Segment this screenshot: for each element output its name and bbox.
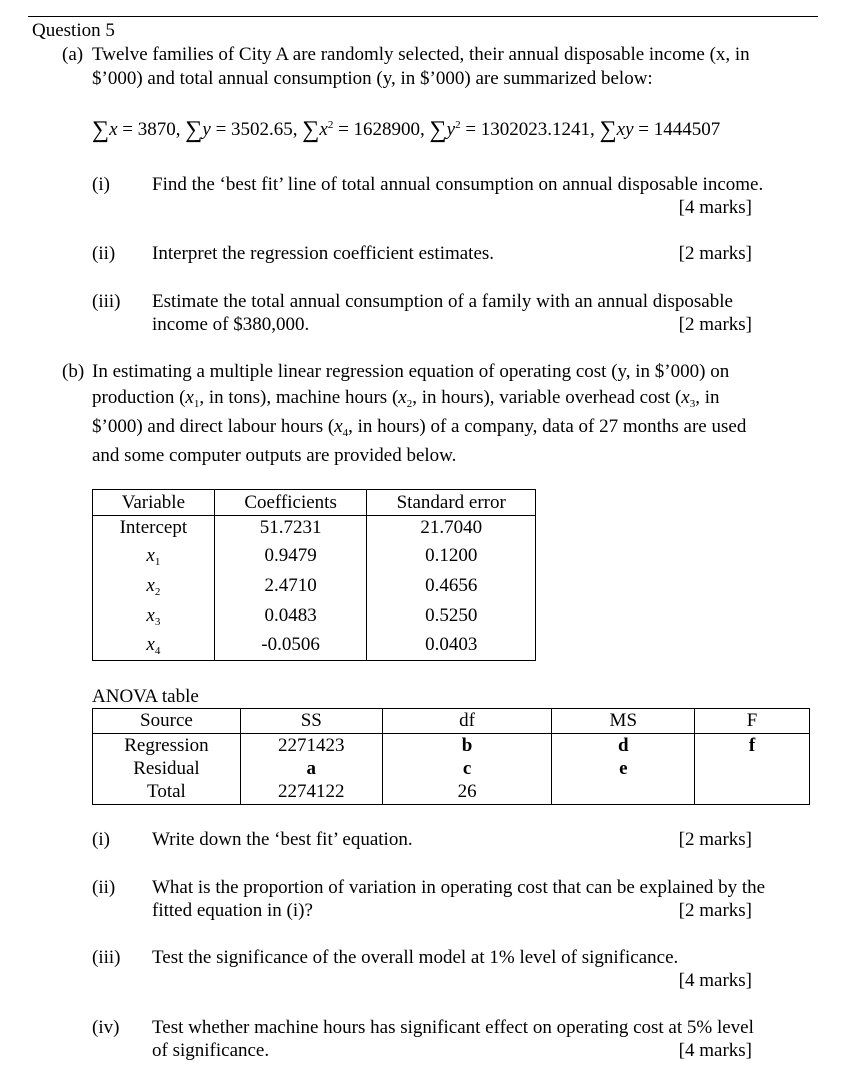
- se-cell: 21.7040: [367, 516, 536, 541]
- table-header-row: [93, 709, 810, 734]
- coef-cell: 2.4710: [214, 571, 367, 601]
- a-item-text: Interpret the regression coefficient estimates.: [152, 243, 495, 264]
- sum-x-value: = 3870,: [122, 119, 181, 140]
- part-b-intro-line3: $’000) and direct labour hours ($x_4$, in hours) of a company, data of 27 months are used: [92, 416, 747, 439]
- table-row: [93, 516, 536, 541]
- ss-cell: a: [240, 757, 382, 780]
- b-item-marks: [4 marks]: [678, 970, 752, 991]
- sigma-symbol: ∑: [302, 117, 320, 143]
- source-cell: Regression: [93, 734, 241, 758]
- part-b-intro-line1: In estimating a multiple linear regression equation of operating cost (y, in $’000) on: [92, 361, 730, 382]
- header-ms: MS: [552, 709, 695, 734]
- sum-xy-value: = 1444507: [638, 119, 721, 140]
- source-cell: Total: [93, 780, 241, 805]
- table-row: [93, 571, 536, 601]
- part-a-intro-line2: $’000) and total annual consumption (y, in $’000) are summarized below:: [92, 68, 653, 89]
- f-cell: f: [695, 734, 810, 758]
- b-item-text: Write down the ‘best fit’ equation.: [152, 829, 413, 850]
- a-item-text: Estimate the total annual consumption of a family with an annual disposable: [152, 291, 733, 312]
- b-item-text: Test whether machine hours has significant effect on operating cost at 5% level: [152, 1017, 754, 1038]
- source-cell: Residual: [93, 757, 241, 780]
- a-item-num: (iii): [92, 291, 121, 312]
- ms-cell: d: [552, 734, 695, 758]
- sigma-symbol: ∑: [92, 117, 110, 143]
- b-item-text: What is the proportion of variation in operating cost that can be explained by the: [152, 877, 766, 898]
- part-b-label: (b): [62, 361, 85, 382]
- df-cell: b: [382, 734, 552, 758]
- a-item-num: (i): [92, 174, 110, 195]
- b-item-num: (ii): [92, 877, 116, 898]
- b-item-num: (iv): [92, 1017, 120, 1038]
- table-row: [93, 757, 810, 780]
- b-item-marks: [2 marks]: [678, 900, 752, 921]
- sum-y-value: = 3502.65,: [215, 119, 298, 140]
- header-standard-error: Standard error: [367, 490, 536, 516]
- header-coefficients: Coefficients: [214, 490, 367, 516]
- table-row: [93, 780, 810, 805]
- f-cell: [695, 780, 810, 805]
- sigma-symbol: ∑: [599, 117, 617, 143]
- question-title: Question 5: [32, 20, 115, 41]
- df-cell: 26: [382, 780, 552, 805]
- part-b-intro-line2: production ($x_1$, in tons), machine hours ($x_2$, in hours), variable overhead cost ($x_3$, in: [92, 387, 720, 410]
- b-item-text: fitted equation in (i)?: [152, 900, 313, 921]
- part-b-intro-line4: and some computer outputs are provided below.: [92, 445, 457, 466]
- coef-cell: 0.0483: [214, 601, 367, 631]
- sum-y2-value: = 1302023.1241,: [465, 119, 595, 140]
- header-variable: Variable: [93, 490, 215, 516]
- se-cell: 0.1200: [367, 541, 536, 571]
- b-item-marks: [4 marks]: [678, 1040, 752, 1061]
- var-cell: $x_2$: [93, 571, 215, 601]
- header-df: df: [382, 709, 552, 734]
- se-cell: 0.4656: [367, 571, 536, 601]
- a-item-num: (ii): [92, 243, 116, 264]
- var-cell: $x_3$: [93, 601, 215, 631]
- table-row: [93, 631, 536, 661]
- part-a-label: (a): [62, 44, 84, 65]
- var-cell: $x_4$: [93, 631, 215, 661]
- top-rule: [28, 16, 818, 17]
- se-cell: 0.5250: [367, 601, 536, 631]
- table-row: [93, 734, 810, 758]
- a-item-marks: [2 marks]: [678, 243, 752, 264]
- header-f: F: [695, 709, 810, 734]
- table-header-row: [93, 490, 536, 516]
- coef-cell: 51.7231: [214, 516, 367, 541]
- coef-cell: -0.0506: [214, 631, 367, 661]
- a-item-text: income of $380,000.: [152, 314, 310, 335]
- anova-title: ANOVA table: [92, 686, 199, 707]
- var-cell: $x_1$: [93, 541, 215, 571]
- coef-cell: 0.9479: [214, 541, 367, 571]
- a-item-marks: [4 marks]: [678, 197, 752, 218]
- header-source: Source: [93, 709, 241, 734]
- header-ss: SS: [240, 709, 382, 734]
- b-item-num: (i): [92, 829, 110, 850]
- table-row: [93, 541, 536, 571]
- part-a-intro-line1: Twelve families of City A are randomly selected, their annual disposable income (x, in: [92, 44, 750, 65]
- ms-cell: e: [552, 757, 695, 780]
- sum-x2-value: = 1628900,: [338, 119, 425, 140]
- sigma-symbol: ∑: [185, 117, 203, 143]
- a-item-marks: [2 marks]: [678, 314, 752, 335]
- sigma-symbol: ∑: [429, 117, 447, 143]
- a-item-text: Find the ‘best fit’ line of total annual consumption on annual disposable income.: [152, 174, 764, 195]
- ss-cell: 2271423: [240, 734, 382, 758]
- summary-statistics: ∑x = 3870, ∑y = 3502.65, $\sum x^2 = 1628900$, $\sum y^2 = 1302023.1241$, ∑xy = 1444507: [92, 117, 721, 143]
- b-item-text: Test the significance of the overall model at 1% level of significance.: [152, 947, 679, 968]
- coefficients-table: [92, 489, 536, 661]
- f-cell: [695, 757, 810, 780]
- ms-cell: [552, 780, 695, 805]
- df-cell: c: [382, 757, 552, 780]
- se-cell: 0.0403: [367, 631, 536, 661]
- anova-table: [92, 708, 810, 805]
- table-row: [93, 601, 536, 631]
- ss-cell: 2274122: [240, 780, 382, 805]
- b-item-num: (iii): [92, 947, 121, 968]
- var-cell: Intercept: [93, 516, 215, 541]
- b-item-text: of significance.: [152, 1040, 270, 1061]
- b-item-marks: [2 marks]: [678, 829, 752, 850]
